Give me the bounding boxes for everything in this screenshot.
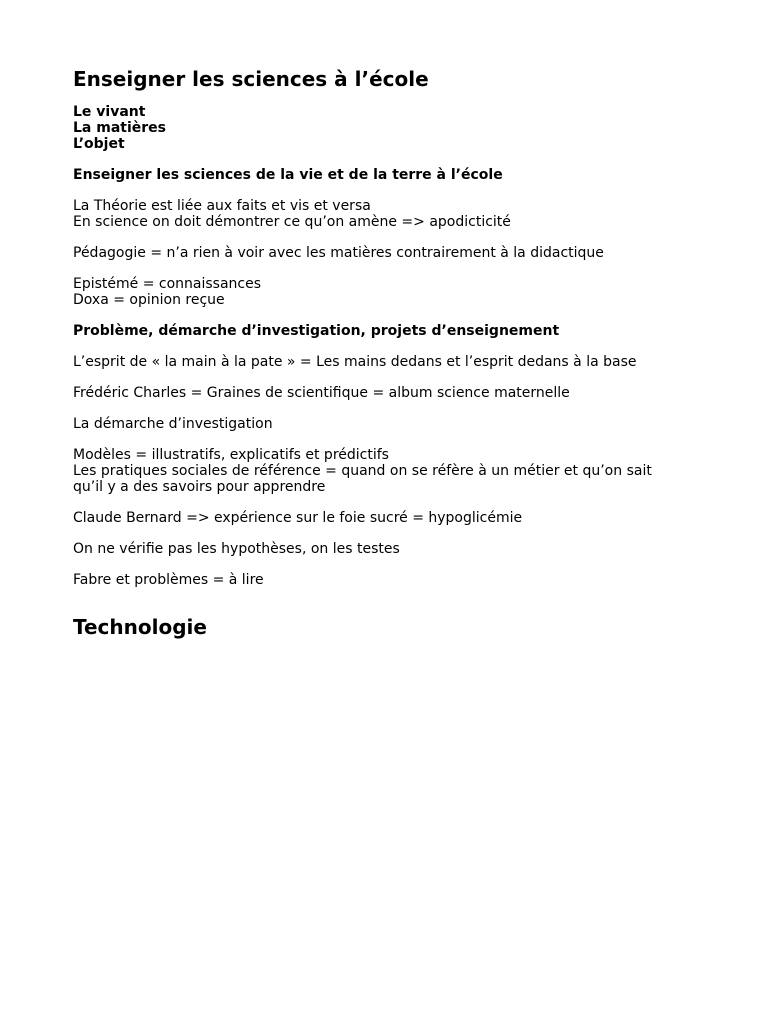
text-line: Epistémé = connaissances bbox=[73, 276, 262, 292]
text-line: La Théorie est liée aux faits et vis et versa bbox=[73, 198, 371, 214]
subheading-svt bbox=[73, 167, 708, 183]
pedagogy-paragraph bbox=[73, 245, 708, 261]
bernard-paragraph bbox=[73, 510, 708, 526]
text-line: Les pratiques sociales de référence = quand on se réfère à un métier et qu’on sait bbox=[73, 463, 652, 479]
topic-item: La matières bbox=[73, 120, 166, 136]
subheading-investigation-text: Problème, démarche d’investigation, projets d’enseignement bbox=[73, 323, 560, 339]
text-line: Doxa = opinion reçue bbox=[73, 292, 225, 308]
section-title-technologie: Technologie bbox=[73, 615, 207, 639]
frederic-paragraph bbox=[73, 385, 708, 401]
text-line: qu’il y a des savoirs pour apprendre bbox=[73, 479, 326, 495]
demarche-paragraph bbox=[73, 416, 708, 432]
document-title: Enseigner les sciences à l’école bbox=[73, 67, 429, 91]
text-line: L’esprit de « la main à la pate » = Les mains dedans et l’esprit dedans à la base bbox=[73, 354, 637, 370]
topic-item: L’objet bbox=[73, 136, 125, 152]
models-paragraph bbox=[73, 447, 708, 495]
text-line: Fabre et problèmes = à lire bbox=[73, 572, 264, 588]
text-line: Pédagogie = n’a rien à voir avec les matières contrairement à la didactique bbox=[73, 245, 604, 261]
subheading-investigation bbox=[73, 323, 708, 339]
text-line: On ne vérifie pas les hypothèses, on les testes bbox=[73, 541, 400, 557]
episteme-paragraph bbox=[73, 276, 708, 308]
text-line: Claude Bernard => expérience sur le foie sucré = hypoglicémie bbox=[73, 510, 523, 526]
subheading-svt-text: Enseigner les sciences de la vie et de la terre à l’école bbox=[73, 167, 503, 183]
text-line: En science on doit démontrer ce qu’on amène => apodicticité bbox=[73, 214, 511, 230]
text-line: Frédéric Charles = Graines de scientifique = album science maternelle bbox=[73, 385, 570, 401]
topics-list bbox=[73, 104, 708, 152]
topic-item: Le vivant bbox=[73, 104, 146, 120]
esprit-paragraph bbox=[73, 354, 708, 370]
text-line: Modèles = illustratifs, explicatifs et prédictifs bbox=[73, 447, 389, 463]
theory-paragraph bbox=[73, 198, 708, 230]
hypotheses-paragraph bbox=[73, 541, 708, 557]
text-line: La démarche d’investigation bbox=[73, 416, 273, 432]
fabre-paragraph bbox=[73, 572, 708, 588]
